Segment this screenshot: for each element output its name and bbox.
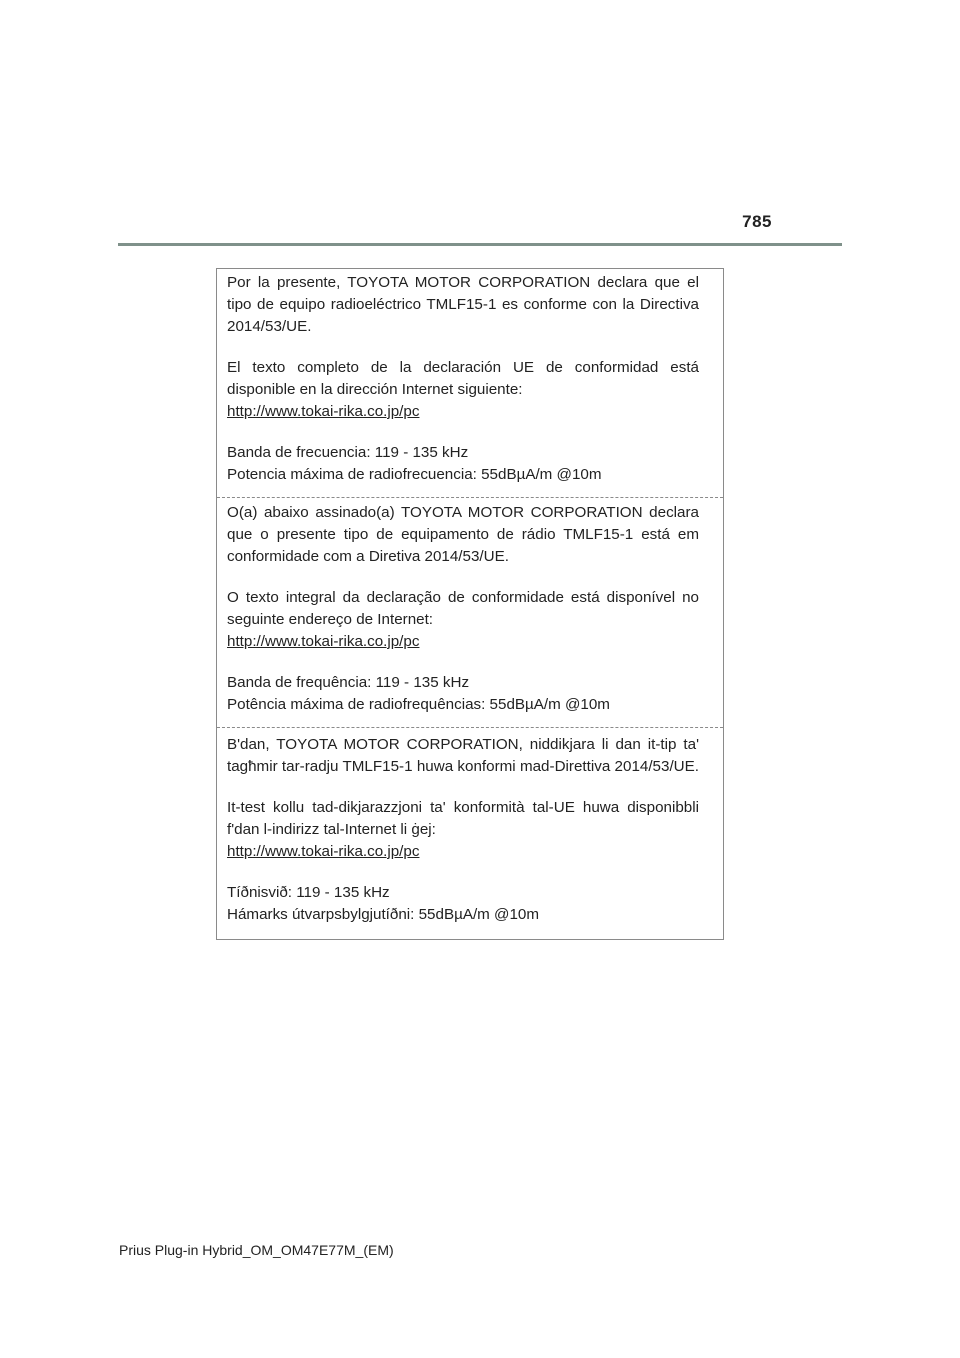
- declaration-availability: It-test kollu tad-dikjarazzjoni ta' konformità tal-UE huwa disponibbli f'dan l-indirizz tal-Internet li ġej:: [227, 799, 699, 838]
- page-number: 785: [742, 212, 772, 231]
- declaration-section-maltese: [217, 727, 723, 939]
- declaration-intro: O(a) abaixo assinado(a) TOYOTA MOTOR CORPORATION declara que o presente tipo de equipamento de rádio TMLF15-1 está em conformidade com a Diretiva 2014/53/UE.: [227, 504, 699, 565]
- max-power: Potencia máxima de radiofrecuencia: 55dBµA/m @10m: [227, 466, 602, 483]
- header-rule: [118, 243, 842, 246]
- frequency-band: Banda de frecuencia: 119 - 135 kHz: [227, 444, 469, 461]
- declaration-box: [216, 268, 724, 940]
- declaration-intro: Por la presente, TOYOTA MOTOR CORPORATION declara que el tipo de equipo radioeléctrico TMLF15-1 es conforme con la Directiva 2014/53/UE.: [227, 274, 699, 335]
- declaration-intro: B'dan, TOYOTA MOTOR CORPORATION, niddikjara li dan it-tip ta' tagħmir tar-radju TMLF15-1 huwa konformi mad-Direttiva 2014/53/UE.: [227, 736, 699, 775]
- document-footer: Prius Plug-in Hybrid_OM_OM47E77M_(EM): [119, 1242, 394, 1258]
- max-power: Potência máxima de radiofrequências: 55dBµA/m @10m: [227, 696, 610, 713]
- declaration-link[interactable]: http://www.tokai-rika.co.jp/pc: [227, 633, 420, 650]
- declaration-link[interactable]: http://www.tokai-rika.co.jp/pc: [227, 403, 420, 420]
- max-power: Hámarks útvarpsbylgjutíðni: 55dBµA/m @10m: [227, 906, 540, 923]
- declaration-section-portuguese: [217, 497, 723, 727]
- frequency-band: Tíðnisvið: 119 - 135 kHz: [227, 884, 390, 901]
- frequency-band: Banda de frequência: 119 - 135 kHz: [227, 674, 470, 691]
- declaration-section-spanish: [217, 269, 723, 497]
- declaration-availability: El texto completo de la declaración UE de conformidad está disponible en la dirección Internet siguiente:: [227, 359, 699, 398]
- declaration-link[interactable]: http://www.tokai-rika.co.jp/pc: [227, 843, 420, 860]
- declaration-availability: O texto integral da declaração de conformidade está disponível no seguinte endereço de Internet:: [227, 589, 699, 628]
